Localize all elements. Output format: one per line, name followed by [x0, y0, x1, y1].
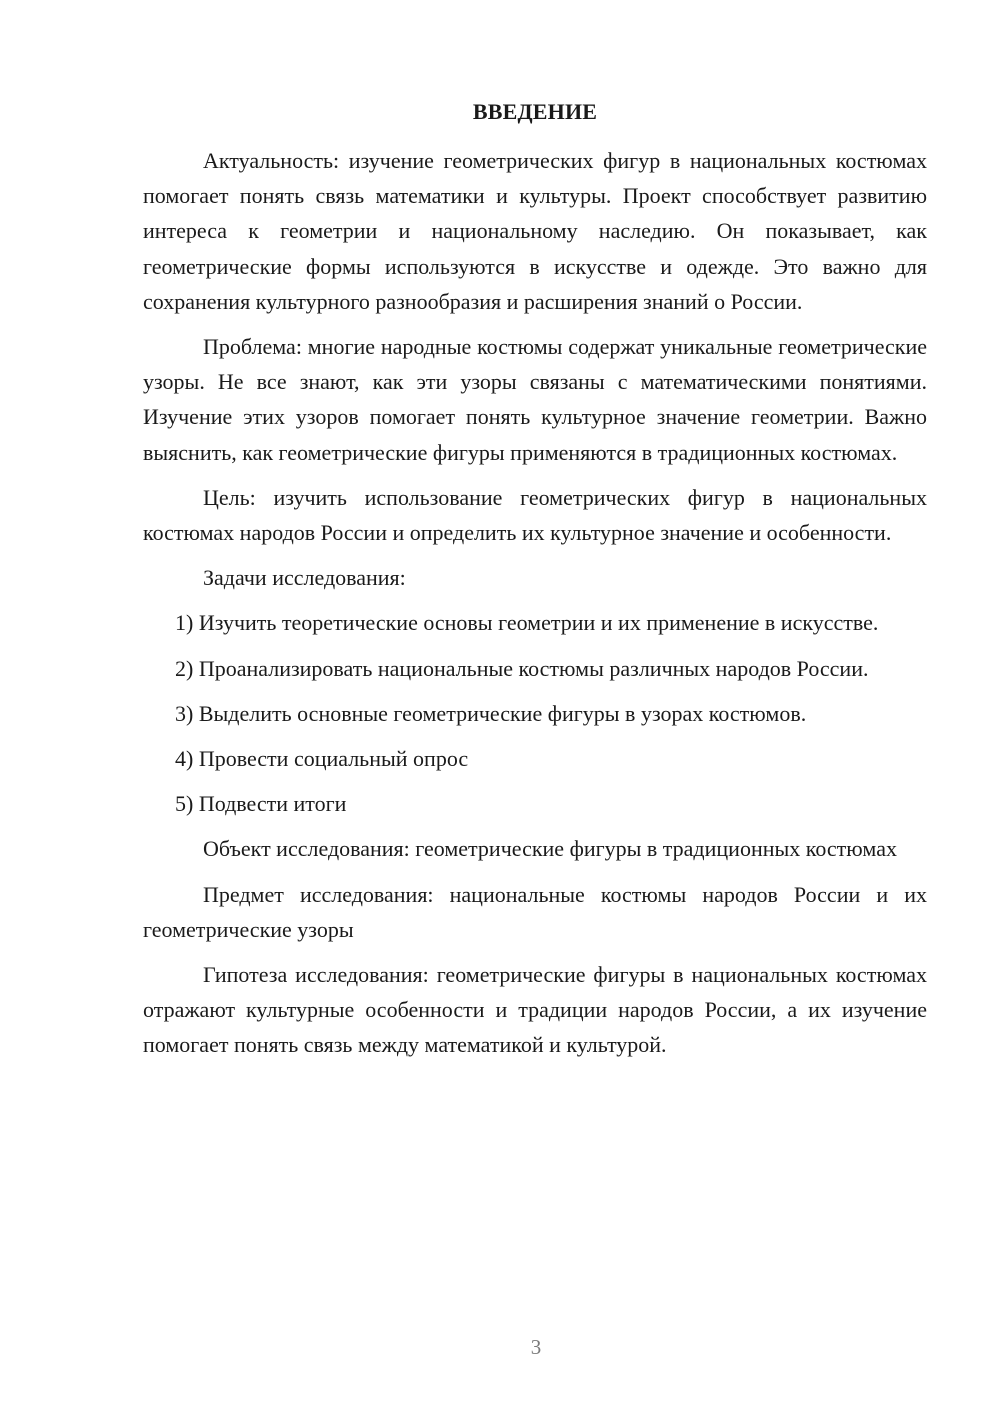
- paragraph-relevance: Актуальность: изучение геометрических фигур в национальных костюмах помогает понять связь математики и культуры. Проект способствует развитию интереса к геометрии и национальному наследию. Он показывает, как геометрические формы используются в искусстве и одежде. Это важно для сохранения культурного разнообразия и расширения знаний о России.: [143, 148, 927, 314]
- section-title: ВВЕДЕНИЕ: [472, 99, 598, 124]
- page-number: 3: [530, 1335, 542, 1359]
- paragraph-object: Объект исследования: геометрические фигуры в традиционных костюмах: [203, 836, 897, 862]
- task-item: 3) Выделить основные геометрические фигуры в узорах костюмов.: [175, 700, 807, 726]
- task-item: 4) Провести социальный опрос: [175, 746, 469, 772]
- task-item: 5) Подвести итоги: [175, 791, 347, 817]
- task-item: 2) Проанализировать национальные костюмы различных народов России.: [175, 655, 869, 681]
- task-item: 1) Изучить теоретические основы геометрии и их применение в искусстве.: [175, 610, 879, 636]
- paragraph-goal: Цель: изучить использование геометрических фигур в национальных костюмах народов России и определить их культурное значение и особенности.: [143, 484, 927, 546]
- tasks-heading: Задачи исследования:: [203, 565, 406, 591]
- page-content: [143, 94, 927, 1063]
- paragraph-subject: Предмет исследования: национальные костюмы народов России и их геометрические узоры: [143, 881, 927, 942]
- paragraph-hypothesis: Гипотеза исследования: геометрические фигуры в национальных костюмах отражают культурные особенности и традиции народов России, а их изучение помогает понять связь между математикой и культурой.: [143, 962, 927, 1058]
- paragraph-problem: Проблема: многие народные костюмы содержат уникальные геометрические узоры. Не все знают, как эти узоры связаны с математическими понятиями. Изучение этих узоров помогает понять культурное значение геометрии. Важно выяснить, как геометрические фигуры применяются в традиционных костюмах.: [143, 334, 927, 465]
